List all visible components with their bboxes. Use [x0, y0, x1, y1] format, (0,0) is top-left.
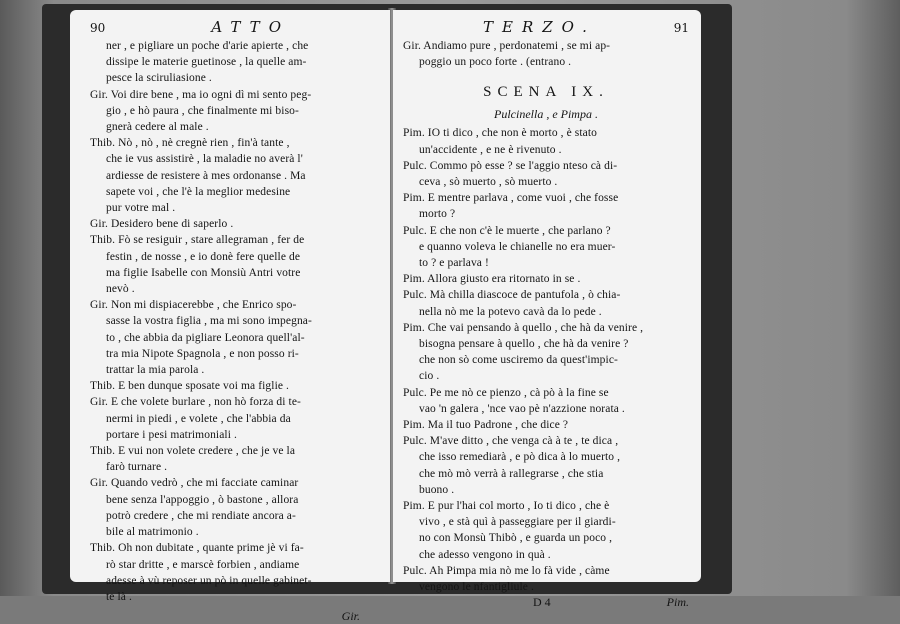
left-page-number: 90	[90, 21, 106, 35]
text-line: ner , e pigliare un poche d'arie apierte , che	[106, 40, 309, 52]
text-line: che ie vus assistirè , la maladie no averà l'	[106, 153, 303, 166]
text-line: Gir. Non mi dispiacerebbe , che Enrico spo-	[90, 299, 297, 312]
text-line: vao 'n galera , 'nce vao pè n'azzione norata .	[419, 402, 625, 415]
text-line: bisogna pensare à quello , che hà da venire ?	[419, 338, 629, 351]
text-line: Pulc. Pe me nò ce pienzo , cà pò à la fine se	[403, 386, 609, 399]
text-line: che non sò come usciremo da quest'impic-	[419, 354, 618, 367]
right-page-top-text	[403, 38, 689, 70]
text-line: sasse la vostra figlia , ma mi sono impegna-	[106, 315, 312, 328]
right-page-text	[403, 125, 689, 595]
text-line: pesce la sciruliasione .	[106, 72, 212, 85]
signature-mark: D 4	[533, 595, 551, 610]
left-page	[70, 10, 390, 624]
text-line: nevò .	[106, 283, 135, 296]
scene-title: SCENA IX.	[483, 84, 609, 101]
text-line: vengono le nfantigliule .	[419, 581, 534, 594]
text-line: potrò credere , che mi rendiate ancora a-	[106, 509, 296, 522]
text-line: che mò mò verrà à rallegrarse , che stia	[419, 467, 604, 480]
text-line: nella nò me la potevo cavà da lo pede .	[419, 305, 602, 318]
text-line: Pim. Che vai pensando à quello , che hà da venire ,	[403, 321, 644, 334]
right-catchword: Pim.	[666, 595, 689, 610]
left-catchword: Gir.	[341, 609, 360, 624]
text-line: Pim. Ma il tuo Padrone , che dice ?	[403, 419, 569, 432]
right-page-number: 91	[673, 21, 689, 35]
text-line: Pim. E mentre parlava , come vuoi , che fosse	[403, 192, 619, 205]
text-line: gnerà cedere al male .	[106, 121, 209, 134]
text-line: te là .	[106, 590, 132, 603]
text-line: Gir. Voi dire bene , ma io ogni dì mi sento peg-	[90, 88, 312, 101]
text-line: to , che abbia da pigliare Leonora quell'al-	[106, 331, 305, 344]
left-page-footer	[90, 609, 380, 624]
text-line: to ? e parlava !	[419, 257, 489, 270]
text-line: bene senza l'appoggio , ò bastone , allora	[106, 493, 299, 506]
text-line: Thib. E vui non volete credere , che je ve la	[90, 445, 296, 458]
text-line: Thib. Nò , nò , nè cregnè rien , fin'à tante ,	[90, 137, 290, 150]
text-line: adesse à vù reposer un pò in quelle gabinet-	[106, 574, 312, 587]
text-line: Pulc. M'ave ditto , che venga cà à te , te dica ,	[403, 435, 619, 448]
text-line: Gir. Desidero bene di saperlo .	[90, 218, 234, 231]
text-line: Thib. Oh non dubitate , quante prime jè vi fa-	[90, 542, 304, 555]
text-line: buono .	[419, 483, 455, 496]
text-line: Gir. E che volete burlare , non hò forza di te-	[90, 396, 301, 409]
text-line: tra mia Nipote Spagnola , e non posso ri-	[106, 347, 299, 360]
text-line: Thib. Fò se resiguir , stare allegraman , fer de	[90, 234, 305, 247]
text-line: Pulc. Ah Pimpa mia nò me lo fà vide , càme	[403, 564, 610, 577]
text-line: ceva , sò muerto , sò muerto .	[419, 176, 558, 189]
text-line: Gir. Andiamo pure , perdonatemi , se mi ap-	[403, 40, 611, 52]
text-line: Pulc. Commo pò esse ? se l'aggio nteso cà di-	[403, 159, 618, 172]
text-line: che adesso vengono in quà .	[419, 548, 551, 561]
right-page-footer	[403, 595, 689, 610]
text-line: Pulc. E che non c'è le muerte , che parlano ?	[403, 224, 611, 237]
text-line: Pulc. Mà chilla diascoce de pantufola , ò chia-	[403, 289, 621, 302]
text-line: trattar la mia parola .	[106, 364, 205, 377]
left-page-header	[90, 18, 380, 36]
text-line: Pim. IO ti dico , che non è morto , è stato	[403, 127, 598, 140]
text-line: rò star dritte , e marscè forbien , andiame	[106, 558, 300, 571]
text-line: farò turnare .	[106, 461, 168, 474]
text-line: ardiesse de resistere à mes ordonanse . Ma	[106, 169, 306, 182]
text-line: che isso remediarà , e pò dica à lo muerto ,	[419, 451, 621, 464]
text-line: no con Monsù Thibò , e guarda un poco ,	[419, 532, 613, 545]
text-line: Pim. Allora giusto era ritornato in se .	[403, 273, 581, 286]
text-line: pur votre mal .	[106, 202, 176, 215]
text-line: un'accidente , e ne è rivenuto .	[419, 143, 562, 156]
text-line: gio , e hò paura , che finalmente mi biso-	[106, 104, 299, 117]
text-line: vivo , e stà quì à passeggiare per il giardi-	[419, 516, 616, 529]
text-line: cio .	[419, 370, 440, 383]
text-line: portare i pesi matrimoniali .	[106, 428, 237, 441]
right-page-header	[403, 18, 689, 36]
text-line: morto ?	[419, 208, 456, 221]
text-line: Pim. E pur l'hai col morto , Io ti dico , che è	[403, 500, 610, 513]
right-page	[393, 10, 701, 610]
text-line: bile al matrimonio .	[106, 526, 199, 539]
text-line: Gir. Quando vedrò , che mi facciate caminar	[90, 477, 299, 490]
text-line: sapete voi , che l'è la meglior medesine	[106, 185, 291, 198]
right-running-head: TERZO.	[483, 18, 596, 36]
text-line: Thib. E ben dunque sposate voi ma figlie .	[90, 380, 290, 393]
text-line: festin , de nosse , e io donè fere quelle de	[106, 250, 301, 263]
text-line: dissipe le materie guetinose , la quelle am-	[106, 56, 307, 69]
text-line: poggio un poco forte . (entrano .	[419, 56, 572, 69]
text-line: ma figlie Isabelle con Monsiù Antri votre	[106, 266, 301, 279]
left-page-text	[90, 38, 380, 605]
text-line: e quanno voleva le chianelle no era muer-	[419, 240, 616, 253]
scene-characters: Pulcinella , e Pimpa .	[494, 107, 598, 122]
text-line: nermi in piedi , e volete , che l'abbia da	[106, 412, 291, 425]
left-running-head: ATTO	[211, 18, 290, 36]
